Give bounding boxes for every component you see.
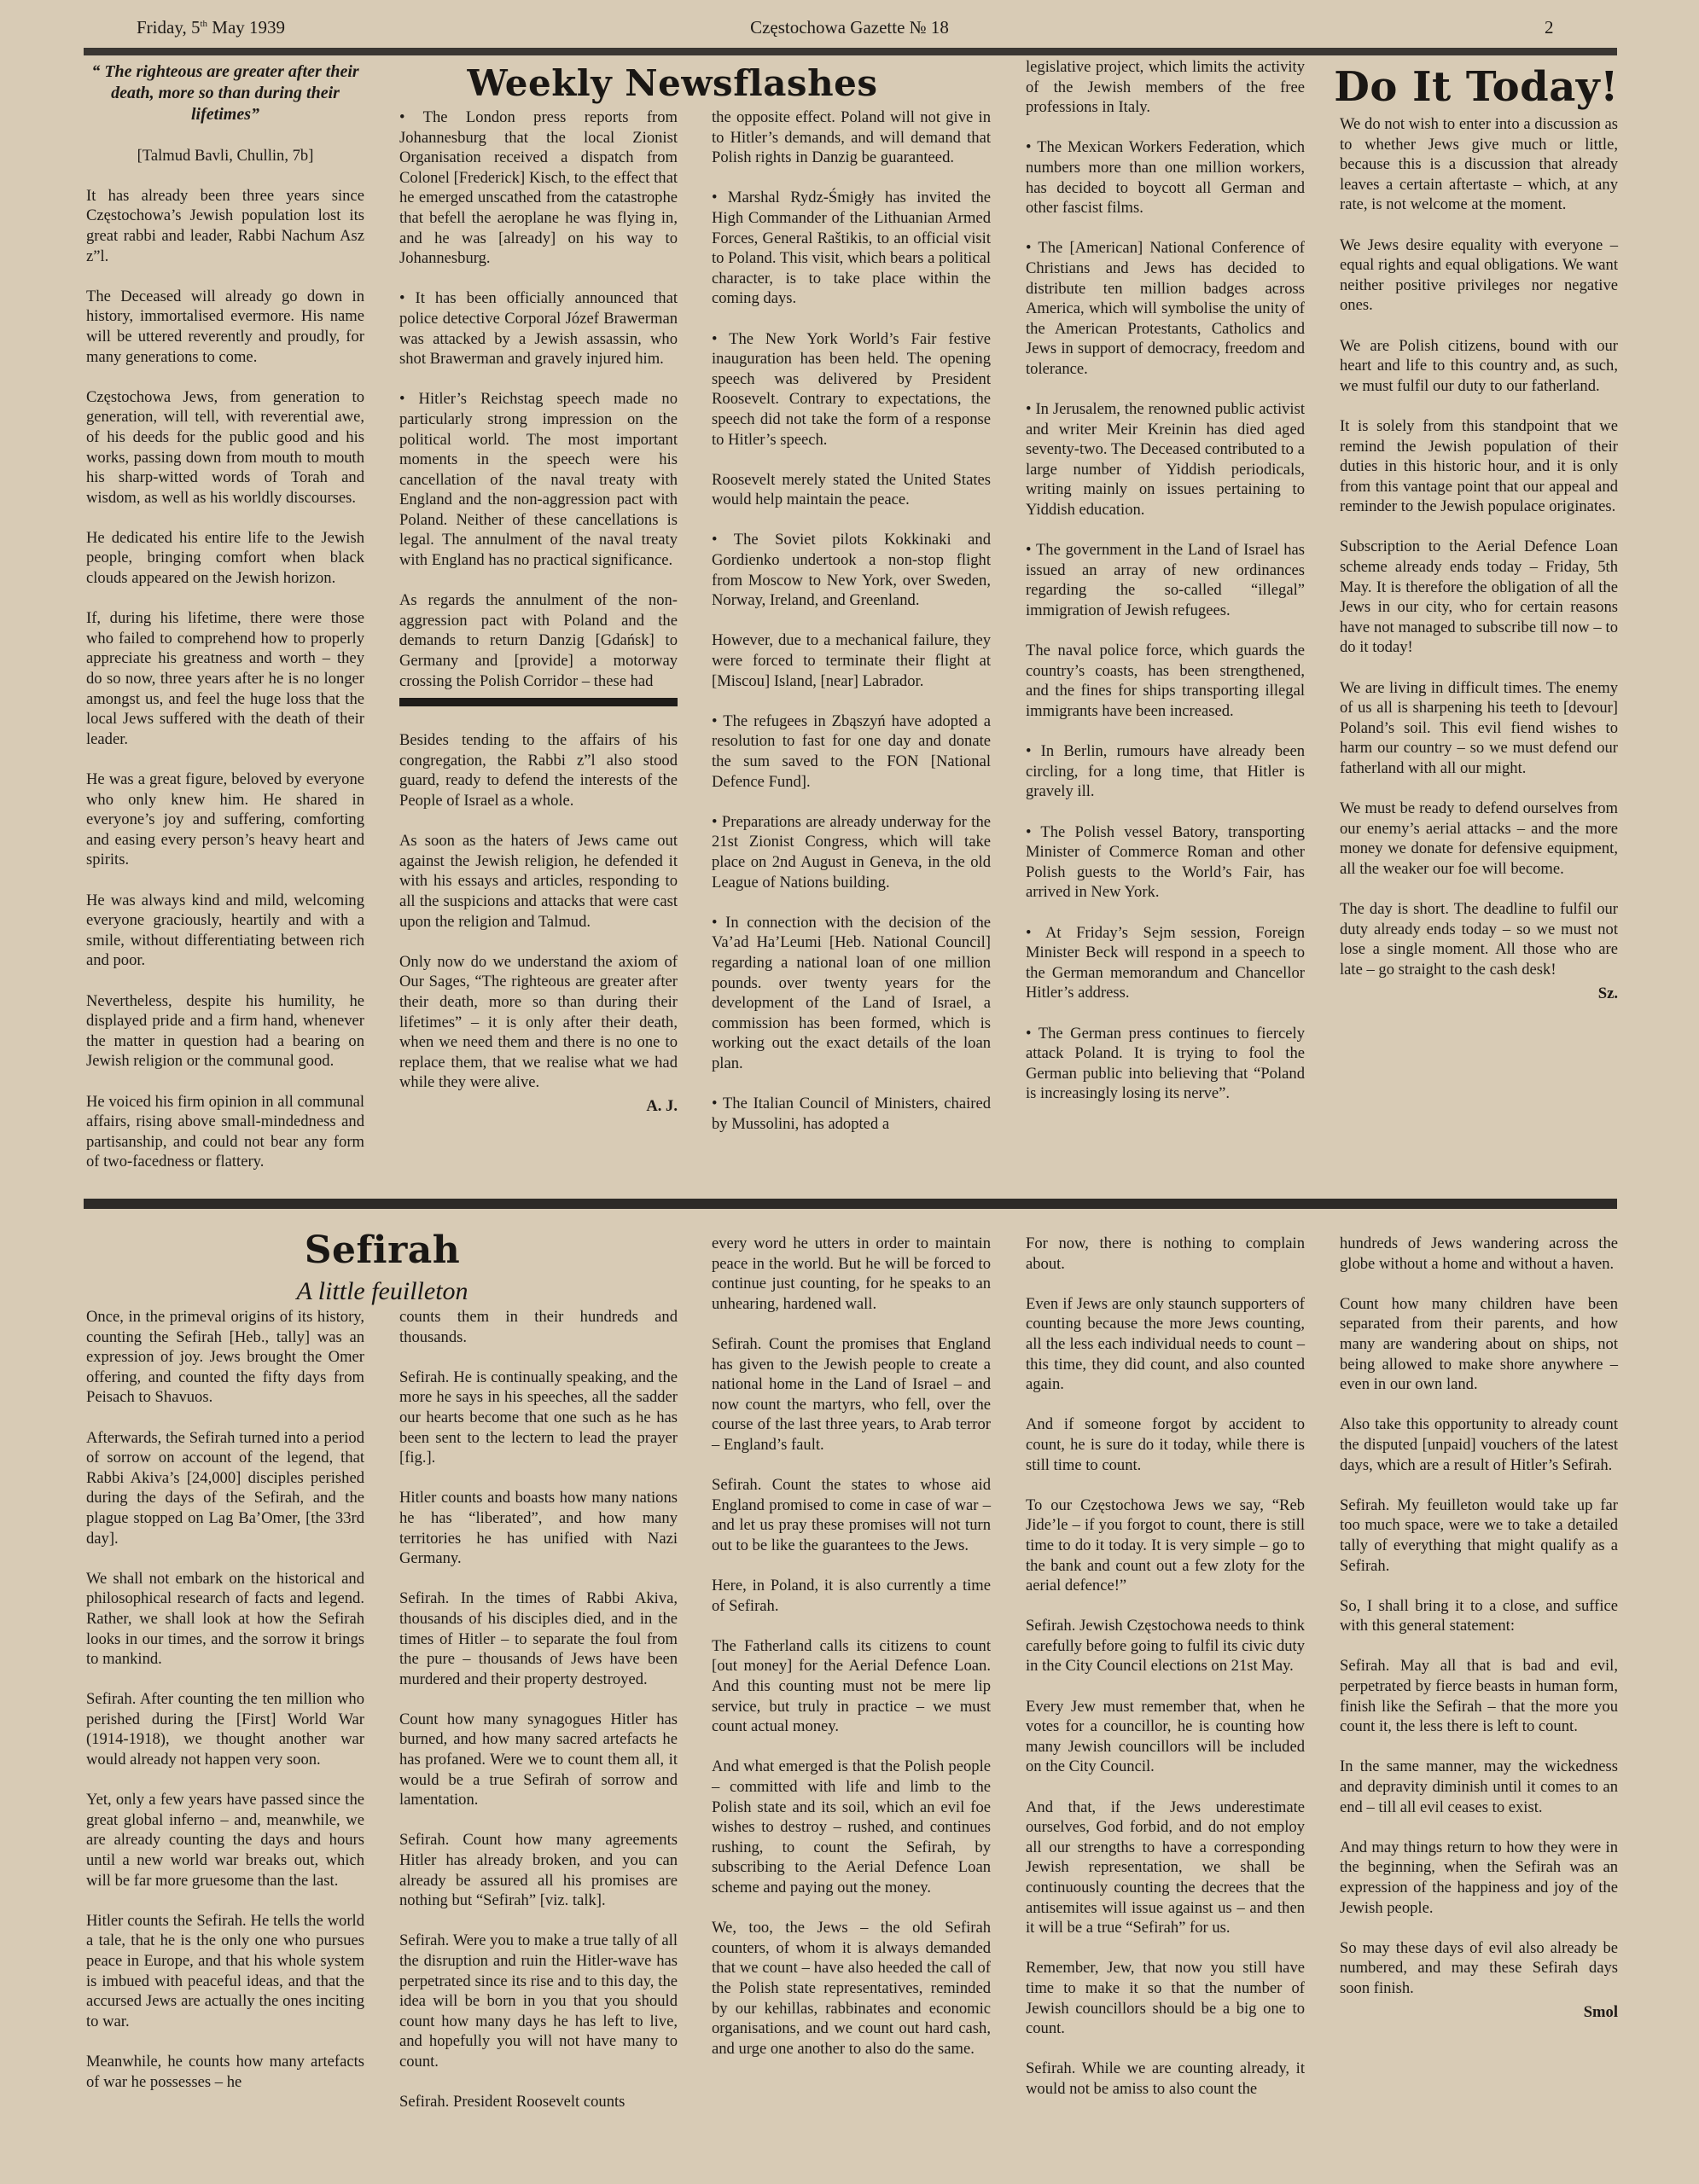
- newsflash-paragraph: However, due to a mechanical failure, they were forced to terminate their flight at [Miscou] Island, [near] Labrador.: [712, 631, 991, 690]
- do-it-today-paragraph: We do not wish to enter into a discussion as to whether Jews give much or little, because this is a discussion that already leaves a certain aftertaste – which, at any rate, is not welcome at the moment.: [1340, 115, 1618, 214]
- newsflash-paragraph: • The Italian Council of Ministers, chaired by Mussolini, has adopted a: [712, 1095, 991, 1133]
- newsflashes-col3-body: [1026, 57, 1305, 1104]
- sefirah-paragraph: Sefirah. After counting the ten million who perished during the [First] World War (1914-1918), we thought another war would already not happen very soon.: [86, 1690, 364, 1769]
- do-it-today-paragraph: It is solely from this standpoint that we remind the Jewish population of their duties in this historic hour, and it is only from this vantage point that our appeal and reminder to the Jewish populace originates.: [1340, 416, 1618, 516]
- page-number: 2: [1545, 17, 1554, 38]
- obituary-continuation: [399, 730, 678, 1093]
- obituary-paragraph: Nevertheless, despite his humility, he displayed pride and a firm hand, whenever the matter in question had a bearing on Jewish religion or the communal good.: [86, 991, 364, 1071]
- sefirah-paragraph: Sefirah. Count how many agreements Hitler has already broken, and you can already be assured all his promises are nothing but “Sefirah” [viz. talk].: [399, 1831, 678, 1910]
- newsflash-paragraph: • The German press continues to fiercely attack Poland. It is trying to fool the German public into believing that “Poland is increasingly losing its nerve”.: [1026, 1024, 1305, 1103]
- sefirah-paragraph: Even if Jews are only staunch supporters of counting because the more Jews counting, all the less each individual needs to count – this time, they did count, and also counted again.: [1026, 1294, 1305, 1394]
- sefirah-paragraph: We shall not embark on the historical and philosophical research of facts and legend. Rather, we shall look at how the Sefirah looks in our times, and the sorrow it brings to mankind.: [86, 1569, 364, 1669]
- sefirah-paragraph: hundreds of Jews wandering across the globe without a home and without a haven.: [1340, 1234, 1618, 1273]
- obituary-paragraph: The Deceased will already go down in history, immortalised evermore. His name will be uttered reverently and proudly, for many generations to come.: [86, 287, 364, 366]
- sefirah-paragraph: Hitler counts and boasts how many nations he has “liberated”, and how many territories he has unified with Nazi Germany.: [399, 1489, 678, 1568]
- sefirah-paragraph: counts them in their hundreds and thousands.: [399, 1308, 678, 1346]
- do-it-today-body: [1340, 114, 1618, 980]
- do-it-today-signature: Sz.: [1597, 984, 1618, 1002]
- newsflash-paragraph: • In Berlin, rumours have already been circling, for a long time, that Hitler is gravely ill.: [1026, 742, 1305, 801]
- sefirah-paragraph: Count how many children have been separated from their parents, and how many are wandering about on ships, not being allowed to make shore anywhere – even in our own land.: [1340, 1294, 1618, 1394]
- sefirah-paragraph: Also take this opportunity to already count the disputed [unpaid] vouchers of the latest days, which are a result of Hitler’s Sefirah.: [1340, 1415, 1618, 1474]
- talmud-quote: “ The righteous are greater after their death, more so than during their lifetimes”: [91, 62, 359, 124]
- gazette-title: Częstochowa Gazette № 18: [750, 17, 949, 38]
- sefirah-paragraph: Sefirah. In the times of Rabbi Akiva, thousands of his disciples died, and in the times of Hitler – to separate the foul from the pure – thousands of Jews have been murdered and their property destroyed.: [399, 1589, 678, 1688]
- do-it-today-column: [1340, 114, 1618, 1003]
- do-it-today-paragraph: Subscription to the Aerial Defence Loan scheme already ends today – Friday, 5th May. It is therefore the obligation of all the Jews in our city, who for certain reasons have not managed to subscribe till now – to do it today!: [1340, 537, 1618, 657]
- sefirah-paragraph: Sefirah. My feuilleton would take up far too much space, were we to take a detailed tally of everything that might qualify as a Sefirah.: [1340, 1496, 1618, 1575]
- newsflash-paragraph: • Marshal Rydz-Śmigły has invited the High Commander of the Lithuanian Armed Forces, General Raštikis, to an official visit to Poland. This visit, which bears a political character, is to take place within the coming days.: [712, 189, 991, 308]
- newsflash-paragraph: • It has been officially announced that police detective Corporal Józef Brawerman was attacked by a Jewish assassin, who shot Brawerman and gravely injured him.: [399, 289, 678, 369]
- sefirah-paragraph: And may things return to how they were in the beginning, when the Sefirah was an expression of the happiness and joy of the Jewish people.: [1340, 1838, 1618, 1917]
- do-it-today-paragraph: We Jews desire equality with everyone – equal rights and equal obligations. We want neither positive privileges nor negative ones.: [1340, 235, 1618, 315]
- sefirah-paragraph: Sefirah. Count the promises that England has given to the Jewish people to create a national home in the Land of Israel – and now count the martyrs, who fell, over the course of the last three years, to Arab terror – England’s fault.: [712, 1334, 991, 1454]
- obituary-cont-paragraph: As soon as the haters of Jews came out against the Jewish religion, he defended it with his essays and articles, responding to all the suspicions and attacks that were cast upon the religion and Talmud.: [399, 832, 678, 931]
- sefirah-paragraph: Sefirah. Count the states to whose aid England promised to come in case of war – and let us pray these promises will not turn out to be like the guarantees to the Jews.: [712, 1476, 991, 1554]
- do-it-today-paragraph: We are Polish citizens, bound with our heart and life to this country and, as such, we must fulfil our duty to our fatherland.: [1340, 336, 1618, 395]
- sefirah-paragraph: And that, if the Jews underestimate ourselves, God forbid, and do not employ all our strengths to have a corresponding Jewish representation, we shall be continuously counting the decrees that the antisemites will issue against us – and then it will be a true “Sefirah” for us.: [1026, 1798, 1305, 1937]
- obituary-paragraph: He dedicated his entire life to the Jewish people, bringing comfort when black clouds appeared on the Jewish horizon.: [86, 528, 364, 588]
- obituary-paragraph: It has already been three years since Częstochowa’s Jewish population lost its great rabbi and leader, Rabbi Nachum Asz z”l.: [86, 186, 364, 265]
- obituary-column: [86, 61, 364, 1172]
- sefirah-col4-body: [1026, 1234, 1305, 2100]
- sefirah-paragraph: To our Częstochowa Jews we say, “Reb Jide’le – if you forgot to count, there is still time to do it today. It is very simple – go to the bank and count out a few zloty for the aerial defence!”: [1026, 1496, 1305, 1595]
- sefirah-paragraph: Hitler counts the Sefirah. He tells the world a tale, that he is the only one who pursues peace in Europe, and that his whole system is imbued with peaceful ideas, and that the accursed Jews are actually the ones inciting to war.: [86, 1911, 364, 2030]
- newsflashes-column-3: [1026, 57, 1305, 1104]
- newsflash-paragraph: the opposite effect. Poland will not give in to Hitler’s demands, and will demand that Polish rights in Danzig be guaranteed.: [712, 108, 991, 167]
- newsflashes-col1-body: [399, 107, 678, 691]
- sefirah-paragraph: Count how many synagogues Hitler has burned, and how many sacred artefacts he has profaned. Were we to count them all, it would be a true Sefirah of sorrow and lamentation.: [399, 1710, 678, 1809]
- talmud-source: [Talmud Bavli, Chullin, 7b]: [137, 146, 314, 165]
- newsflash-paragraph: legislative project, which limits the activity of the Jewish members of the free professions in Italy.: [1026, 58, 1305, 117]
- sefirah-column-1: [86, 1307, 364, 2092]
- sefirah-paragraph: In the same manner, may the wickedness and depravity diminish until it comes to an end – till all evil ceases to exist.: [1340, 1757, 1618, 1816]
- sefirah-headline: Sefirah: [304, 1228, 461, 1272]
- newsflashes-column-1: [399, 107, 678, 1117]
- sefirah-paragraph: Sefirah. Jewish Częstochowa needs to think carefully before going to fulfil its civic duty in the City Council elections on 21st May.: [1026, 1617, 1305, 1676]
- sefirah-column-3: [712, 1234, 991, 2059]
- sefirah-paragraph: Remember, Jew, that now you still have time to make it so that the number of Jewish councillors should be a big one to count.: [1026, 1959, 1305, 2038]
- sefirah-signature: Smol: [1583, 2002, 1618, 2021]
- newsflash-paragraph: • In connection with the decision of the Va’ad Ha’Leumi [Heb. National Council] regarding a national loan of one million pounds. over twenty years for the development of the Land of Israel, a commission has been formed, which is working out the exact details of the loan plan.: [712, 913, 991, 1072]
- newsflash-paragraph: • The New York World’s Fair festive inauguration has been held. The opening speech was delivered by President Roosevelt. Contrary to expectations, the speech did not take the form of a response to Hitler’s speech.: [712, 329, 991, 449]
- sefirah-paragraph: Yet, only a few years have passed since the great global inferno – and, meanwhile, we are already counting the days and hours until a new world war breaks out, which will be far more gruesome than the last.: [86, 1791, 364, 1890]
- sefirah-paragraph: Sefirah. Were you to make a true tally of all the disruption and ruin the Hitler-wave has perpetrated since its rise and to this day, the idea will be born in you that you should count how many days he has left to live, and hopefully you will not have many to count.: [399, 1931, 678, 2071]
- obituary-paragraph: Częstochowa Jews, from generation to generation, will tell, with reverential awe, of his deeds for the public good and his works, passing down from mouth to mouth his sharp-witted words of Torah and wisdom, as well as his worldly discourses.: [86, 387, 364, 507]
- sefirah-paragraph: Afterwards, the Sefirah turned into a period of sorrow on account of the legend, that Rabbi Akiva’s [24,000] disciples perished during the days of the Sefirah, and the plague stopped on Lag Ba’Omer, [the 33rd day].: [86, 1428, 364, 1548]
- obituary-paragraph: He was always kind and mild, welcoming everyone graciously, heartily and with a smile, without differentiating between rich and poor.: [86, 891, 364, 970]
- section-divider: [399, 698, 678, 706]
- newsflash-paragraph: • The Soviet pilots Kokkinaki and Gordienko undertook a non-stop flight from Moscow to New York, over Sweden, Norway, Ireland, and Greenland.: [712, 531, 991, 610]
- newsflash-paragraph: • The government in the Land of Israel has issued an array of new ordinances regarding the so-called “illegal” immigration of Jewish refugees.: [1026, 541, 1305, 620]
- obituary-paragraph: He voiced his firm opinion in all communal affairs, rising above small-mindedness and partisanship, and could not bear any form of two-facedness or flattery.: [86, 1092, 364, 1171]
- sefirah-paragraph: Here, in Poland, it is also currently a time of Sefirah.: [712, 1577, 991, 1615]
- newsflash-paragraph: • The [American] National Conference of Christians and Jews has decided to distribute ten million badges across America, which will symbolise the unity of the American Protestants, Catholics and Jews in support of democracy, freedom and tolerance.: [1026, 239, 1305, 378]
- sefirah-col3-body: [712, 1234, 991, 2059]
- obituary-signature: A. J.: [646, 1096, 678, 1115]
- newsflash-paragraph: Roosevelt merely stated the United States would help maintain the peace.: [712, 470, 991, 509]
- issue-date: Friday, 5th May 1939: [137, 17, 286, 38]
- do-it-today-paragraph: We are living in difficult times. The enemy of us all is sharpening his teeth to [devour] Poland’s soil. This evil fiend wishes to harm our country – so we must defend our fatherland with all our might.: [1340, 678, 1618, 777]
- obituary-cont-paragraph: Besides tending to the affairs of his congregation, the Rabbi z”l also stood guard, ready to defend the interests of the People of Israel as a whole.: [399, 731, 678, 810]
- newsflash-paragraph: • Hitler’s Reichstag speech made no particularly strong impression on the political world. The most important moments in the speech were his cancellation of the naval treaty with England and the non-aggression pact with Poland. Neither of these cancellations is legal. The annulment of the naval treaty with England has no practical significance.: [399, 390, 678, 570]
- sefirah-paragraph: So may these days of evil also already be numbered, and may these Sefirah days soon finish.: [1340, 1938, 1618, 1997]
- newsflash-paragraph: • In Jerusalem, the renowned public activist and writer Meir Kreinin has died aged seventy-two. The Deceased contributed to a large number of Yiddish periodicals, writing mainly on issues pertaining to Yiddish education.: [1026, 400, 1305, 520]
- obituary-cont-paragraph: Only now do we understand the axiom of Our Sages, “The righteous are greater after their death, more so than during their lifetimes” – it is only after their death, when we need them and there is no one to replace them, that we realise what we had while they were alive.: [399, 952, 678, 1092]
- sefirah-column-2: [399, 1307, 678, 2112]
- newsflashes-col2-body: [712, 107, 991, 1134]
- newsflash-paragraph: The naval police force, which guards the country’s coasts, has been strengthened, and the fines for ships transporting illegal immigrants have been increased.: [1026, 642, 1305, 720]
- sefirah-paragraph: The Fatherland calls its citizens to count [out money] for the Aerial Defence Loan. And this counting must not be mere lip service, but truly in practice – we must count actual money.: [712, 1636, 991, 1736]
- do-it-today-headline: Do It Today!: [1334, 63, 1619, 111]
- section-rule: [84, 1199, 1617, 1209]
- sefirah-paragraph: Sefirah. He is continually speaking, and the more he says in his speeches, all the sadder our hearts become that one such as he has been sent to the lectern to lead the prayer [fig.].: [399, 1368, 678, 1467]
- sefirah-paragraph: Sefirah. President Roosevelt counts: [399, 2093, 625, 2111]
- newsflash-paragraph: As regards the annulment of the non-aggression pact with Poland and the demands to return Danzig [Gdańsk] to Germany and [provide] a motorway crossing the Polish Corridor – these had: [399, 591, 678, 690]
- sefirah-col5-body: [1340, 1234, 1618, 1999]
- sefirah-subtitle: A little feuilleton: [296, 1277, 468, 1305]
- sefirah-paragraph: Sefirah. May all that is bad and evil, perpetrated by fierce beasts in human form, finish like the Sefirah – that the more you count it, the less there is left to count.: [1340, 1657, 1618, 1736]
- sefirah-paragraph: every word he utters in order to maintain peace in the world. But he will be forced to continue just counting, for he speaks to an unhearing, hardened wall.: [712, 1234, 991, 1313]
- obituary-paragraph: He was a great figure, beloved by everyone who only knew him. He shared in everyone’s joy and suffering, comforting and easing every person’s heavy heart and spirits.: [86, 770, 364, 869]
- sefirah-paragraph: Once, in the primeval origins of its history, counting the Sefirah [Heb., tally] was an expression of joy. Jews brought the Omer offering, and counted the fifty days from Peisach to Shavuos.: [86, 1308, 364, 1407]
- sefirah-column-5: [1340, 1234, 1618, 2022]
- sefirah-col2-body: [399, 1307, 678, 2112]
- newsflash-paragraph: • Preparations are already underway for the 21st Zionist Congress, which will take place on 2nd August in Geneva, in the old League of Nations building.: [712, 812, 991, 892]
- sefirah-paragraph: Meanwhile, he counts how many artefacts of war he possesses – he: [86, 2052, 364, 2091]
- newsflash-paragraph: • The Polish vessel Batory, transporting Minister of Commerce Roman and other Polish guests to the World’s Fair, has arrived in New York.: [1026, 822, 1305, 902]
- obituary-body: [86, 186, 364, 1172]
- newsflash-paragraph: • The refugees in Zbąszyń have adopted a resolution to fast for one day and donate the sum saved to the FON [National Defence Fund].: [712, 712, 991, 791]
- newsflash-paragraph: • At Friday’s Sejm session, Foreign Minister Beck will respond in a speech to the German memorandum and Chancellor Hitler’s address.: [1026, 923, 1305, 1002]
- sefirah-col1-body: [86, 1307, 364, 2092]
- sefirah-paragraph: Sefirah. While we are counting already, it would not be amiss to also count the: [1026, 2059, 1305, 2098]
- newsflashes-headline: Weekly Newsflashes: [467, 62, 878, 104]
- sefirah-paragraph: Every Jew must remember that, when he votes for a councillor, he is counting how many Jewish councillors will be included on the City Council.: [1026, 1697, 1305, 1776]
- sefirah-paragraph: So, I shall bring it to a close, and suffice with this general statement:: [1340, 1596, 1618, 1635]
- newsflash-paragraph: • The London press reports from Johannesburg that the local Zionist Organisation received a dispatch from Colonel [Frederick] Kisch, to the effect that he emerged unscathed from the catastrophe that befell the aeroplane he was flying in, and he was [already] on his way to Johannesburg.: [399, 108, 678, 268]
- sefirah-paragraph: And what emerged is that the Polish people – committed with life and limb to the Polish state and its soil, which an evil foe wishes to destroy – rushed, and continues rushing, to count the Sefirah, by subscribing to the Aerial Defence Loan scheme and paying out the money.: [712, 1757, 991, 1896]
- sefirah-paragraph: And if someone forgot by accident to count, he is sure do it today, while there is still time to count.: [1026, 1415, 1305, 1474]
- do-it-today-paragraph: We must be ready to defend ourselves from our enemy’s aerial attacks – and the more money we donate for defensive equipment, all the weaker our foe will become.: [1340, 799, 1618, 878]
- sefirah-paragraph: For now, there is nothing to complain about.: [1026, 1234, 1305, 1273]
- newsflashes-column-2: [712, 107, 991, 1134]
- sefirah-column-4: [1026, 1234, 1305, 2100]
- top-rule: [84, 48, 1617, 55]
- do-it-today-paragraph: The day is short. The deadline to fulfil our duty already ends today – so we must not lose a single moment. All those who are late – go straight to the cash desk!: [1340, 900, 1618, 979]
- running-head: [0, 12, 1699, 43]
- obituary-paragraph: If, during his lifetime, there were those who failed to comprehend how to properly appreciate his greatness and worth – they do so now, three years after he is no longer amongst us, and feel the huge loss that the local Jews suffered with the death of their leader.: [86, 609, 364, 748]
- sefirah-paragraph: We, too, the Jews – the old Sefirah counters, of whom it is always demanded that we count – have also heeded the call of the Polish state representatives, reminded by our kehillas, rabbinates and economic organisations, and we count out hard cash, and urge one another to also do the same.: [712, 1919, 991, 2058]
- newsflash-paragraph: • The Mexican Workers Federation, which numbers more than one million workers, has decided to boycott all German and other fascist films.: [1026, 138, 1305, 218]
